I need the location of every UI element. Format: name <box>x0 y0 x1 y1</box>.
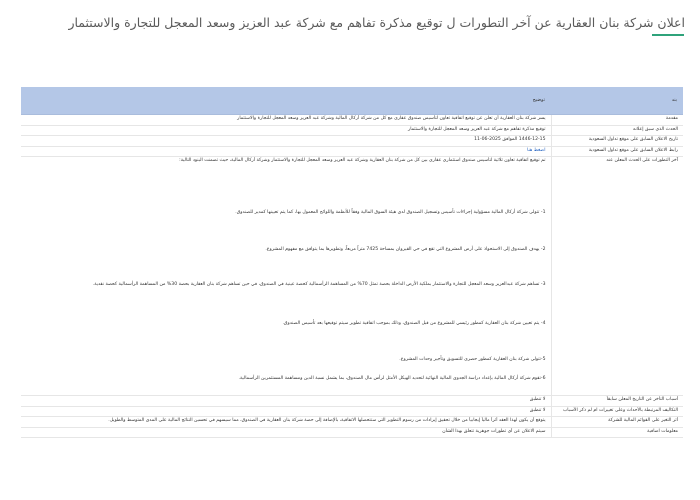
development-item: 4- يتم تعيين شركة بنان العقارية كمطور رئيسي للمشروع من قبل الصندوق، وذلك بموجب اتفاقية تطوير سيتم توقيعها بعد تأسيس الصندوق. <box>282 321 546 326</box>
development-item: 3- تساهم شركة عبدالعزيز وسعد المعجل للتجارة والاستثمار بملكية الأرض الداخلة بحصة تمثل 70% من المساهمة الرأسمالية كحصة عينية في الصندوق، في حين تساهم شركة بنان العقارية بحصة 30% من المساهمة الرأسمالية كحصة نقدية. <box>92 282 546 287</box>
row-value: توقيع مذكرة تفاهم مع شركة عبد العزيز وسعد المعجل للتجارة والاستثمار <box>21 125 551 136</box>
previous-announcement-link[interactable]: اضغط هنا <box>527 147 546 153</box>
table-header-row <box>21 87 683 115</box>
row-value: لا تنطبق <box>21 406 551 417</box>
table-row <box>21 417 683 428</box>
row-label: مقدمة <box>551 115 683 126</box>
header-clarification: توضيح <box>21 87 551 115</box>
developments-intro: تم توقيع اتفاقية تعاون ثلاثية لتأسيس صندوق استثماري عقاري بين كل من شركة بنان العقارية وشركة عبد العزيز وسعد المعجل للتجارة والاستثمار وشركة أركال المالية، حيث تضمنت البنود التالية: <box>179 158 546 163</box>
header-item: بند <box>551 87 683 115</box>
table-row <box>21 125 683 136</box>
row-value: سيتم الاعلان عن أي تطورات جوهرية تتعلق بهذا الشأن <box>21 427 551 438</box>
table-row <box>21 146 683 157</box>
development-item: 2- يهدف الصندوق إلى الاستحواذ على أرض المشروع التي تقع في حي القيروان بمساحة 7425 متراً مربعاً، وتطويرها بما يتوافق مع مفهوم المشروع. <box>265 247 546 252</box>
row-value: لا تنطبق <box>21 396 551 407</box>
row-value: يسر شركة بنان العقارية أن تعلن عن توقيع اتفاقية تعاون لتأسيس صندوق عقاري مع كل من شركة أركال المالية وشركة عبد العزيز وسعد المعجل للتجارة والاستثمار <box>21 115 551 126</box>
development-item: 5-تتولى شركة بنان العقارية كمطور حصري للتسويق وتأجير وحدات المشروع. <box>399 357 546 362</box>
row-label: آخر التطورات على الحدث المعلن عنه <box>551 157 683 396</box>
development-item: 6-تقوم شركة أركال المالية بإعداد دراسة الجدوى المالية النهائية لتحديد الهيكل الأمثل لرأس مال الصندوق، بما يشمل نسبة الدين ومساهمة المستثمرين الرأسمالية. <box>238 376 546 381</box>
page-title: اعلان شركة بنان العقارية عن آخر التطورات ل توقيع مذكرة تفاهم مع شركة عبد العزيز وسعد المعجل للتجارة والاستثمار <box>68 15 685 30</box>
row-label: تاريخ الاعلان السابق على موقع تداول السعودية <box>551 136 683 147</box>
table-row <box>21 136 683 147</box>
row-value <box>21 146 551 157</box>
row-label: أسباب التأخر عن التاريخ المعلن سابقاً <box>551 396 683 407</box>
table-row <box>21 427 683 438</box>
developments-cell <box>21 157 551 396</box>
row-label: أثر التغير على القوائم المالية للشركة <box>551 417 683 428</box>
row-label: التكاليف المرتبطة بالأحداث وعلى تغييرات ام لم ذكر الأسباب <box>551 406 683 417</box>
title-underline <box>652 34 684 36</box>
row-label: رابط الاعلان السابق على موقع تداول السعودية <box>551 146 683 157</box>
table-row <box>21 157 683 396</box>
row-value: يتوقع أن يكون لهذا العقد أثراً مالياً إيجابياً من خلال تحقيق إيرادات من رسوم التطوير التي ستتحصلها الاتفاقية، بالإضافة إلى حصة شركة بنان العقارية في الصندوق، مما سيسهم في تحسين النتائج المالية على المدى المتوسط والطويل. <box>21 417 551 428</box>
row-label: الحدث الذي سبق إعلانه <box>551 125 683 136</box>
table-row <box>21 406 683 417</box>
table-row <box>21 115 683 126</box>
table-row <box>21 396 683 407</box>
row-label: معلومات اضافية <box>551 427 683 438</box>
row-value: 1446-12-15 الموافق 2025-06-11 <box>21 136 551 147</box>
development-item: 1- تتولى شركة أركال المالية مسؤولية إجراءات تأسيس وتسجيل الصندوق لدى هيئة السوق المالية وفقاً للأنظمة واللوائح المعمول بها، كما يتم تعيينها كمدير للصندوق. <box>235 210 546 215</box>
announcement-table <box>21 87 683 438</box>
